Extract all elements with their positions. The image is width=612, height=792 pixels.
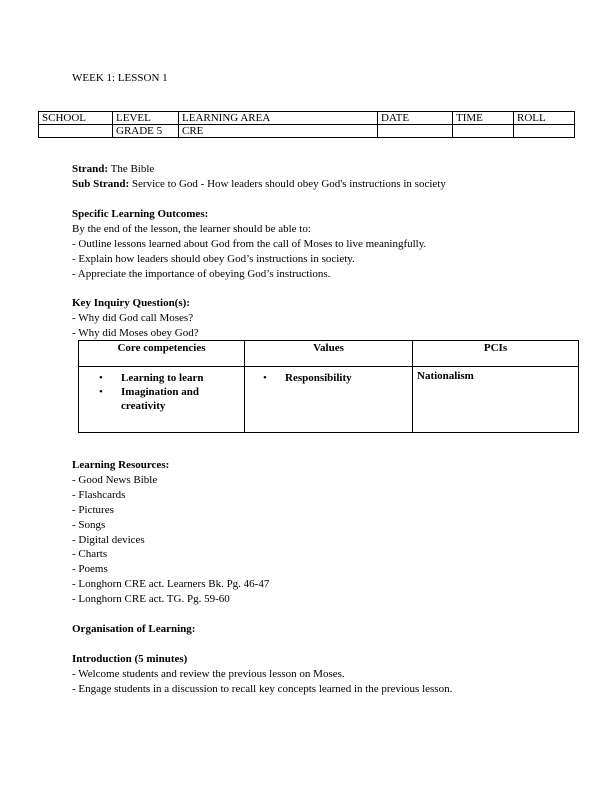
resources-section	[72, 458, 269, 607]
header-row	[39, 112, 575, 125]
strand-label: Strand:	[72, 163, 109, 175]
resource-item: - Songs	[72, 518, 106, 531]
header-cell-level: LEVEL	[113, 112, 179, 125]
inquiry-heading: Key Inquiry Question(s):	[72, 297, 190, 309]
value-row	[39, 125, 575, 138]
introduction-section	[72, 652, 452, 697]
lesson-title: WEEK 1: LESSON 1	[72, 72, 168, 84]
outcome-item: - Explain how leaders should obey God’s instructions in society.	[72, 252, 355, 265]
core-competencies-list	[83, 371, 240, 413]
resource-item: - Flashcards	[72, 488, 126, 501]
value-time	[453, 125, 514, 138]
header-cell-roll: ROLL	[514, 112, 575, 125]
outcomes-intro: By the end of the lesson, the learner should be able to:	[72, 222, 311, 235]
value-roll	[514, 125, 575, 138]
competencies-header-row	[79, 341, 579, 367]
core-competencies-cell	[79, 367, 245, 433]
strand-value: The Bible	[108, 163, 155, 175]
value-item: • Responsibility	[285, 371, 408, 385]
values-header: Values	[245, 341, 413, 367]
resource-item: - Longhorn CRE act. TG. Pg. 59-60	[72, 593, 230, 606]
outcome-item: - Outline lessons learned about God from the call of Moses to live meaningfully.	[72, 237, 427, 250]
resource-item: - Poems	[72, 563, 108, 576]
lesson-header-table	[38, 111, 575, 138]
sub-strand-value: Service to God - How leaders should obey God's instructions in society	[129, 177, 446, 190]
sub-strand-line	[72, 177, 446, 192]
inquiry-section	[72, 296, 199, 341]
resource-item: - Pictures	[72, 503, 114, 516]
organisation-section	[72, 622, 195, 637]
resource-item: - Charts	[72, 548, 108, 561]
introduction-heading: Introduction (5 minutes)	[72, 653, 188, 665]
introduction-item: - Welcome students and review the previous lesson on Moses.	[72, 667, 345, 680]
core-competency-item: • Imagination and creativity	[121, 385, 240, 413]
core-competency-item: • Learning to learn	[121, 371, 240, 385]
strand-section	[72, 162, 446, 192]
resource-item: - Good News Bible	[72, 473, 158, 486]
value-date	[378, 125, 453, 138]
inquiry-item: - Why did God call Moses?	[72, 311, 194, 324]
sub-strand-label: Sub Strand:	[72, 177, 130, 190]
competencies-body-row	[79, 367, 579, 433]
resource-item: - Longhorn CRE act. Learners Bk. Pg. 46-47	[72, 578, 270, 591]
inquiry-item: - Why did Moses obey God?	[72, 326, 199, 339]
value-school	[39, 125, 113, 138]
values-cell	[245, 367, 413, 433]
competencies-table	[78, 340, 579, 433]
core-competencies-header: Core competencies	[79, 341, 245, 367]
resource-item: - Digital devices	[72, 533, 145, 546]
pcis-header: PCIs	[413, 341, 579, 367]
introduction-item: - Engage students in a discussion to recall key concepts learned in the previous lesson.	[72, 682, 453, 695]
outcome-item: - Appreciate the importance of obeying God’s instructions.	[72, 267, 331, 280]
strand-line	[72, 162, 446, 177]
header-cell-time: TIME	[453, 112, 514, 125]
header-cell-date: DATE	[378, 112, 453, 125]
value-level: GRADE 5	[113, 125, 179, 138]
outcomes-section	[72, 207, 426, 282]
values-list	[249, 371, 408, 385]
organisation-heading: Organisation of Learning:	[72, 623, 196, 635]
outcomes-heading: Specific Learning Outcomes:	[72, 208, 209, 220]
header-cell-school: SCHOOL	[39, 112, 113, 125]
header-cell-learning-area: LEARNING AREA	[179, 112, 378, 125]
pcis-cell: Nationalism	[413, 367, 579, 433]
resources-heading: Learning Resources:	[72, 459, 170, 471]
value-learning-area: CRE	[179, 125, 378, 138]
